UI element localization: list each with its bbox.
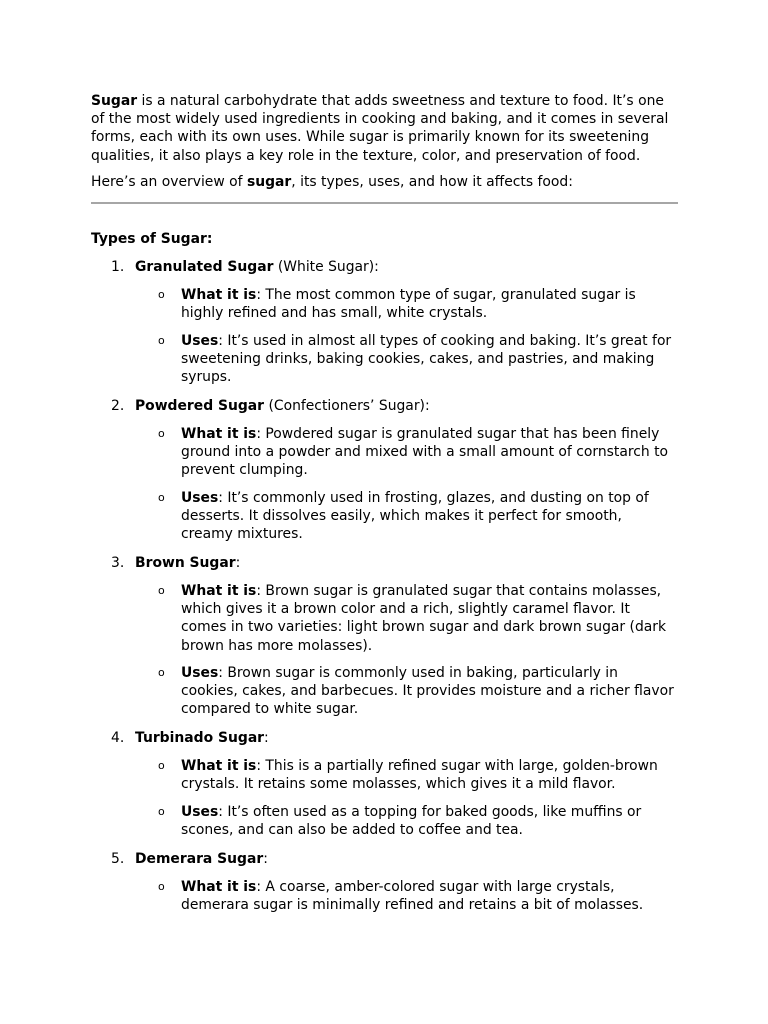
type-title [111, 729, 269, 747]
uses-text: : It’s often used as a topping for baked goods, like muffins or scones, and can also be added to coffee and tea. [181, 804, 642, 839]
type-title [111, 850, 268, 868]
uses-label: Uses [181, 804, 219, 820]
type-suffix: : [264, 730, 269, 746]
what-text: : Brown sugar is granulated sugar that contains molasses, which gives it a brown color and a rich, slightly caramel flavor. It comes in two varieties: light brown sugar and dark brown sugar (dark brown has more molasses). [181, 583, 667, 654]
overview-before: Here’s an overview of [91, 174, 247, 190]
circle-bullet-icon: o [158, 491, 165, 504]
circle-bullet-icon: o [158, 805, 165, 818]
overview-term: sugar [246, 174, 292, 190]
type-suffix: : [263, 851, 268, 867]
type-title [111, 397, 430, 415]
circle-bullet-icon: o [158, 288, 165, 301]
what-label: What it is [181, 287, 257, 303]
uses-text: : It’s commonly used in frosting, glazes, and dusting on top of desserts. It dissolves easily, which makes it perfect for smooth, creamy mixtures. [181, 490, 649, 543]
type-name: Powdered Sugar [135, 398, 265, 414]
type-number: 1. [111, 259, 125, 275]
type-name: Demerara Sugar [135, 851, 264, 867]
uses-text: : Brown sugar is commonly used in baking, particularly in cookies, cakes, and barbecues. It provides moisture and a richer flavor compared to white sugar. [181, 665, 674, 718]
intro-text: is a natural carbohydrate that adds sweetness and texture to food. It’s one of the most widely used ingredients in cooking and baking, and it comes in several forms, each with its own uses. While sugar is primarily known for its sweetening qualities, it also plays a key role in the texture, color, and preservation of food. [91, 93, 669, 164]
type-title [111, 554, 240, 572]
circle-bullet-icon: o [158, 880, 165, 893]
what-label: What it is [181, 879, 257, 895]
uses-label: Uses [181, 333, 219, 349]
intro-paragraph [91, 92, 681, 165]
what-label: What it is [181, 583, 257, 599]
what-text: : Powdered sugar is granulated sugar that has been finely ground into a powder and mixed with a small amount of cornstarch to prevent clumping. [181, 426, 669, 479]
type-number: 3. [111, 555, 125, 571]
uses-label: Uses [181, 665, 219, 681]
circle-bullet-icon: o [158, 759, 165, 772]
type-name: Granulated Sugar [135, 259, 274, 275]
type-number: 2. [111, 398, 125, 414]
what-text: : The most common type of sugar, granulated sugar is highly refined and has small, white crystals. [181, 287, 636, 322]
what-label: What it is [181, 758, 257, 774]
uses-text: : It’s used in almost all types of cooking and baking. It’s great for sweetening drinks, baking cookies, cakes, and pastries, and making syrups. [181, 333, 672, 386]
type-name: Turbinado Sugar [135, 730, 265, 746]
circle-bullet-icon: o [158, 427, 165, 440]
type-suffix: (Confectioners’ Sugar): [264, 398, 430, 414]
type-number: 4. [111, 730, 125, 746]
what-text: : A coarse, amber-colored sugar with large crystals, demerara sugar is minimally refined and retains a bit of molasses. [181, 879, 644, 914]
type-suffix: : [235, 555, 241, 571]
circle-bullet-icon: o [158, 334, 165, 347]
intro-term: Sugar [91, 93, 138, 109]
circle-bullet-icon: o [158, 666, 165, 679]
type-number: 5. [111, 851, 125, 867]
what-text: : This is a partially refined sugar with large, golden-brown crystals. It retains some molasses, which gives it a mild flavor. [181, 758, 658, 793]
overview-paragraph [91, 173, 681, 191]
types-heading: Types of Sugar: [91, 231, 213, 247]
what-label: What it is [181, 426, 257, 442]
type-suffix: (White Sugar): [273, 259, 379, 275]
horizontal-divider [91, 202, 678, 204]
type-title [111, 258, 379, 276]
overview-after: , its types, uses, and how it affects food: [291, 174, 573, 190]
circle-bullet-icon: o [158, 584, 165, 597]
type-name: Brown Sugar [135, 555, 236, 571]
uses-label: Uses [181, 490, 219, 506]
